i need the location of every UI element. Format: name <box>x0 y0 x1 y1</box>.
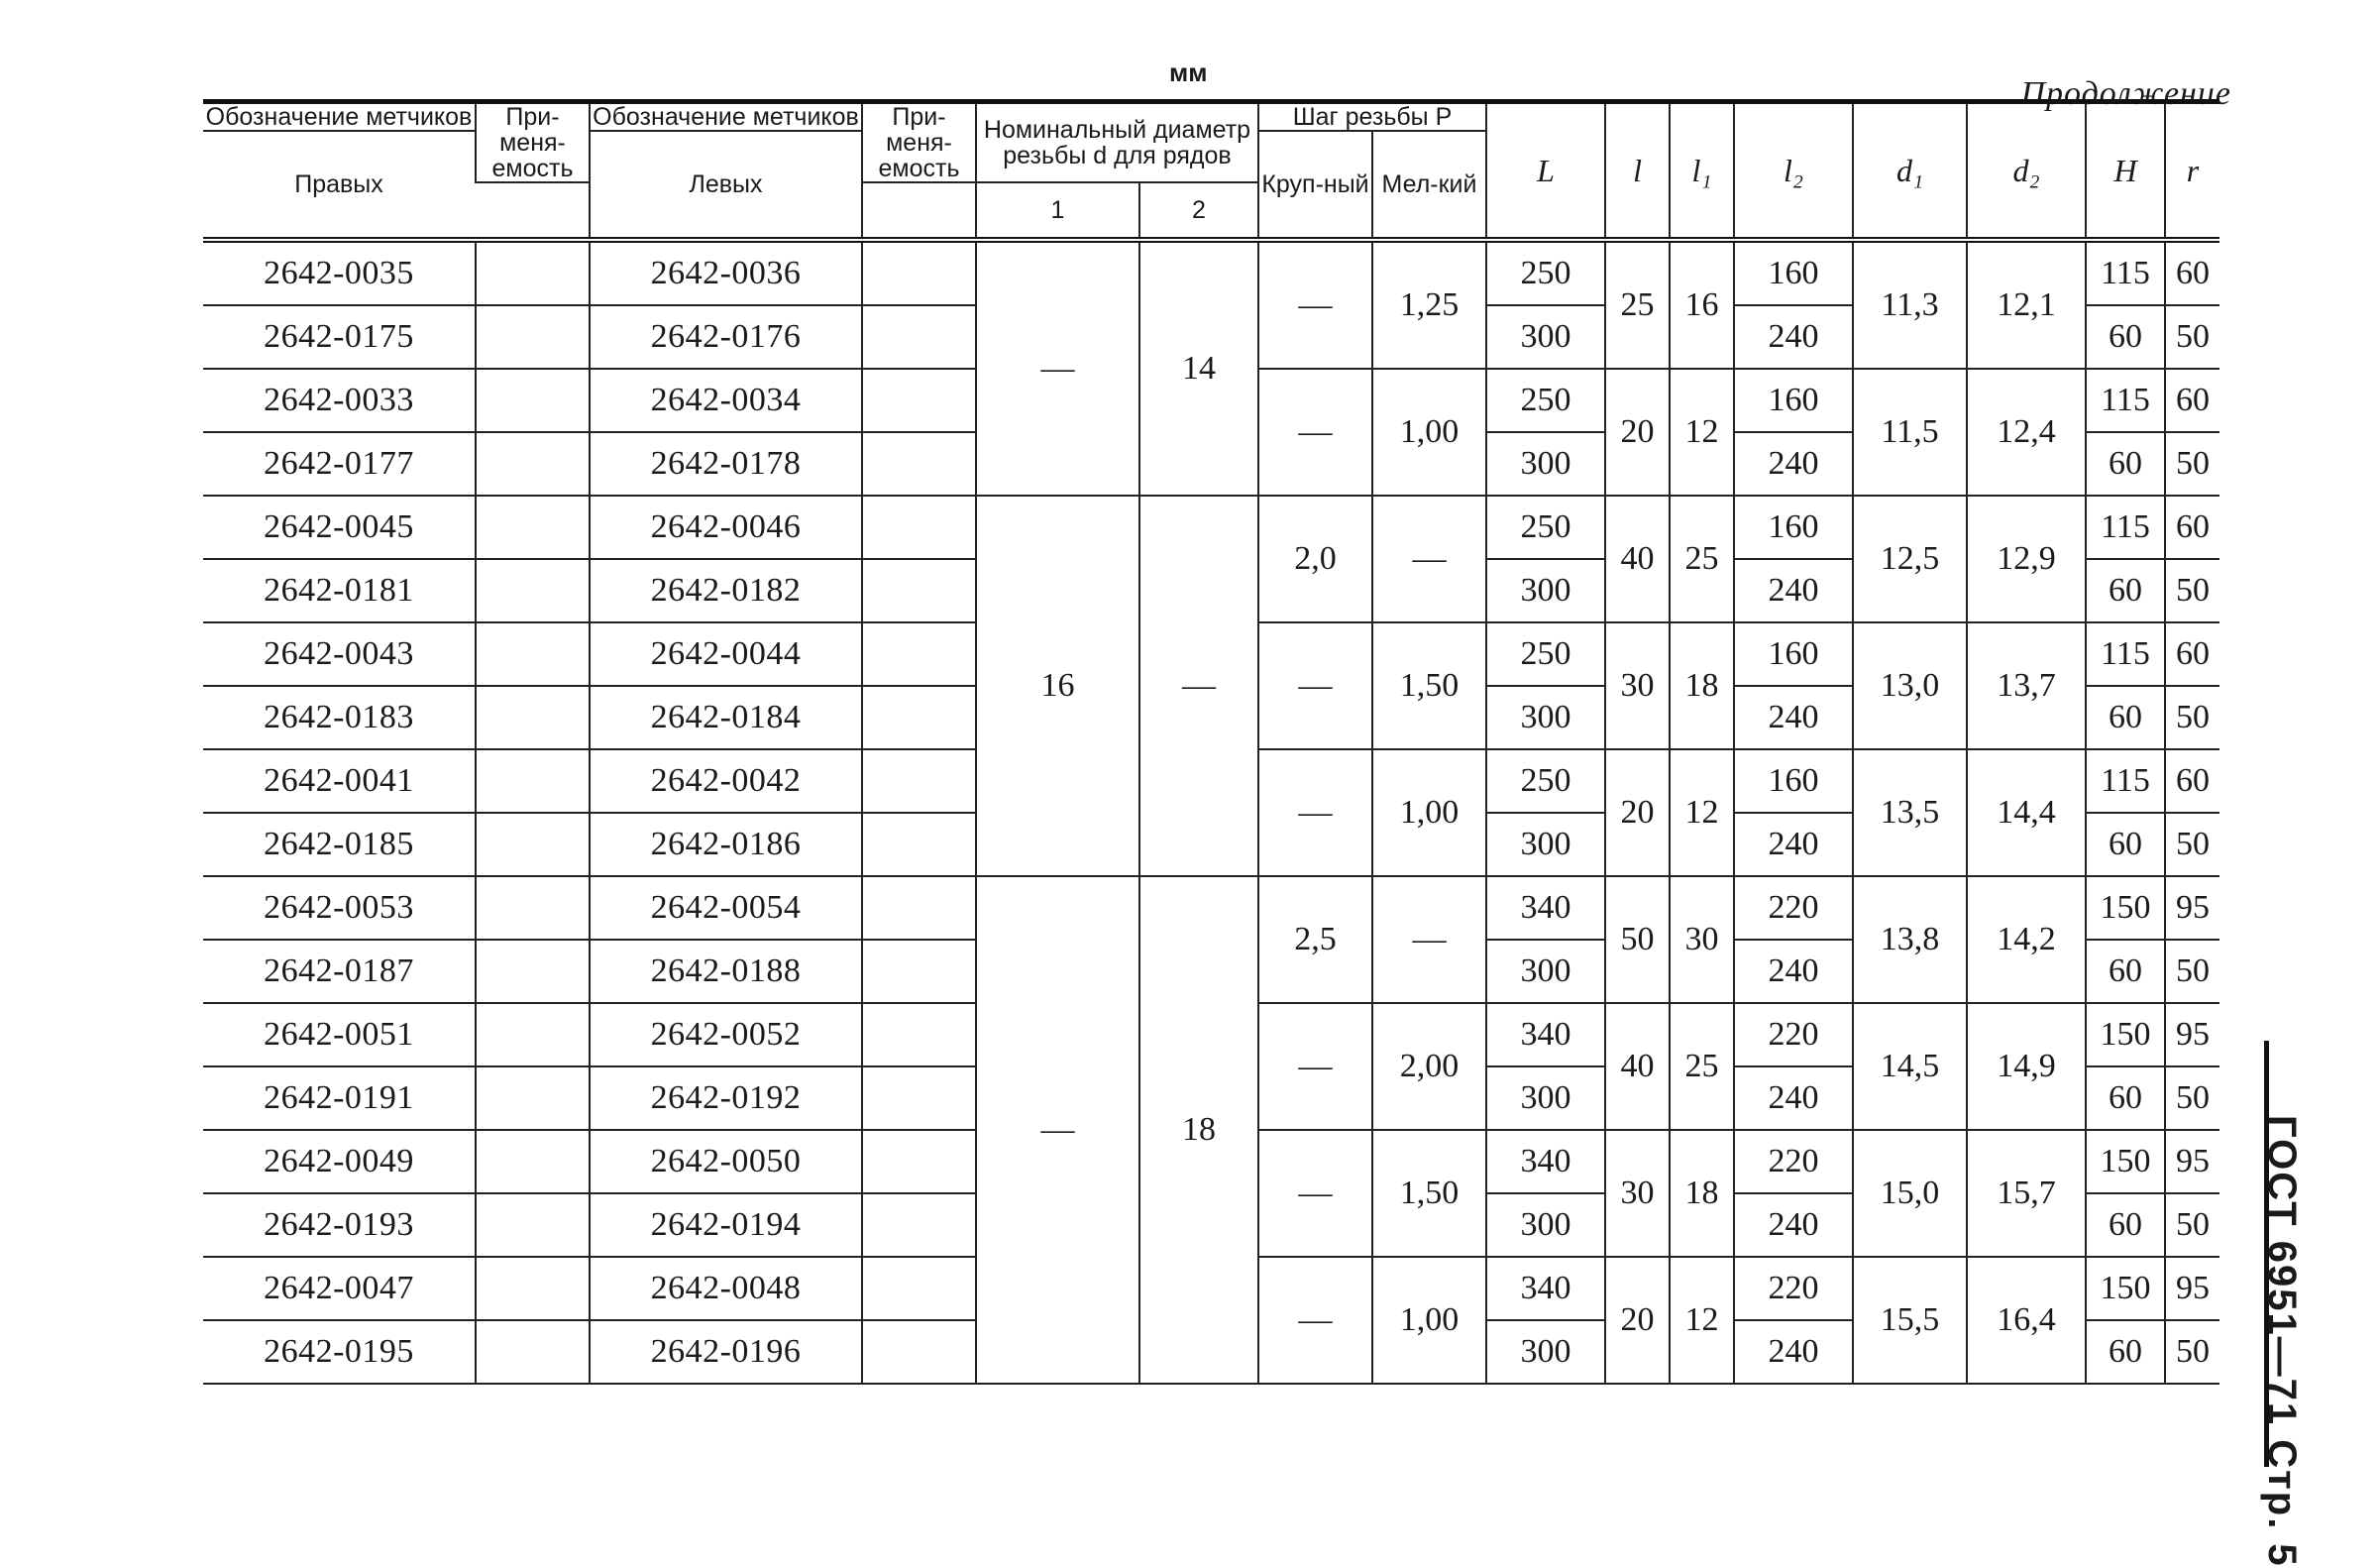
right-designation: 2642-0187 <box>203 940 476 1003</box>
right-designation: 2642-0191 <box>203 1066 476 1130</box>
right-designation: 2642-0053 <box>203 876 476 940</box>
diameter-row-2: 18 <box>1139 876 1258 1384</box>
header-l2: l₂ <box>1734 102 1853 241</box>
header-row-1: 1 <box>976 182 1139 240</box>
right-applicability <box>476 749 590 813</box>
pitch-fine: 1,50 <box>1372 1130 1486 1257</box>
left-applicability <box>862 1193 976 1257</box>
left-applicability <box>862 876 976 940</box>
value-H: 115 <box>2086 496 2165 559</box>
pitch-coarse: 2,0 <box>1258 496 1372 622</box>
left-applicability <box>862 432 976 496</box>
value-d2: 14,9 <box>1967 1003 2086 1130</box>
page-label: ГОСТ 6951—71 Стр. 5 <box>2260 1115 2304 1568</box>
value-H: 60 <box>2086 1193 2165 1257</box>
value-r: 50 <box>2165 559 2219 622</box>
pitch-coarse: — <box>1258 1003 1372 1130</box>
value-L: 300 <box>1486 686 1605 749</box>
value-l1: 25 <box>1670 496 1734 622</box>
pitch-fine: 2,00 <box>1372 1003 1486 1130</box>
right-applicability <box>476 1320 590 1384</box>
value-r: 50 <box>2165 1066 2219 1130</box>
value-r: 50 <box>2165 686 2219 749</box>
pitch-coarse: — <box>1258 1130 1372 1257</box>
value-L: 340 <box>1486 1130 1605 1193</box>
left-designation: 2642-0184 <box>590 686 862 749</box>
value-r: 95 <box>2165 876 2219 940</box>
header-r: r <box>2165 102 2219 241</box>
value-H: 60 <box>2086 305 2165 369</box>
right-designation: 2642-0043 <box>203 622 476 686</box>
left-applicability <box>862 496 976 559</box>
value-H: 150 <box>2086 1130 2165 1193</box>
value-r: 50 <box>2165 305 2219 369</box>
value-d1: 13,5 <box>1853 749 1967 876</box>
value-d2: 15,7 <box>1967 1130 2086 1257</box>
left-designation: 2642-0176 <box>590 305 862 369</box>
value-H: 60 <box>2086 1320 2165 1384</box>
value-d2: 12,1 <box>1967 240 2086 369</box>
value-d1: 13,8 <box>1853 876 1967 1003</box>
value-l: 40 <box>1605 496 1670 622</box>
value-r: 60 <box>2165 369 2219 432</box>
value-d1: 12,5 <box>1853 496 1967 622</box>
pitch-coarse: — <box>1258 1257 1372 1384</box>
value-l2: 220 <box>1734 876 1853 940</box>
pitch-fine: — <box>1372 496 1486 622</box>
pitch-fine: 1,00 <box>1372 369 1486 496</box>
value-d2: 14,2 <box>1967 876 2086 1003</box>
left-designation: 2642-0046 <box>590 496 862 559</box>
value-l2: 160 <box>1734 622 1853 686</box>
value-L: 250 <box>1486 496 1605 559</box>
value-L: 300 <box>1486 1320 1605 1384</box>
left-applicability <box>862 305 976 369</box>
right-applicability <box>476 876 590 940</box>
value-l2: 240 <box>1734 305 1853 369</box>
left-designation: 2642-0186 <box>590 813 862 876</box>
diameter-row-2: — <box>1139 496 1258 876</box>
value-l2: 220 <box>1734 1003 1853 1066</box>
right-applicability <box>476 1130 590 1193</box>
pitch-fine: — <box>1372 876 1486 1003</box>
header-right-applicability-blank <box>476 182 590 240</box>
right-designation: 2642-0175 <box>203 305 476 369</box>
table-body <box>203 240 2219 1384</box>
left-applicability <box>862 1320 976 1384</box>
value-l2: 240 <box>1734 940 1853 1003</box>
diameter-row-1: — <box>976 240 1139 496</box>
pitch-fine: 1,25 <box>1372 240 1486 369</box>
value-l2: 160 <box>1734 749 1853 813</box>
left-applicability <box>862 1257 976 1320</box>
left-applicability <box>862 622 976 686</box>
header-right: Правых <box>203 131 476 240</box>
value-H: 60 <box>2086 686 2165 749</box>
left-designation: 2642-0194 <box>590 1193 862 1257</box>
right-applicability <box>476 1066 590 1130</box>
value-H: 115 <box>2086 749 2165 813</box>
left-applicability <box>862 686 976 749</box>
value-d1: 14,5 <box>1853 1003 1967 1130</box>
value-l2: 220 <box>1734 1130 1853 1193</box>
value-H: 150 <box>2086 1003 2165 1066</box>
value-H: 150 <box>2086 1257 2165 1320</box>
pitch-coarse: — <box>1258 240 1372 369</box>
table-header <box>203 102 2219 241</box>
value-r: 60 <box>2165 240 2219 305</box>
value-L: 250 <box>1486 369 1605 432</box>
value-d1: 15,5 <box>1853 1257 1967 1384</box>
left-applicability <box>862 369 976 432</box>
value-r: 50 <box>2165 432 2219 496</box>
value-l2: 240 <box>1734 1066 1853 1130</box>
value-H: 115 <box>2086 369 2165 432</box>
left-designation: 2642-0052 <box>590 1003 862 1066</box>
value-H: 60 <box>2086 559 2165 622</box>
header-d1: d₁ <box>1853 102 1967 241</box>
right-designation: 2642-0195 <box>203 1320 476 1384</box>
left-designation: 2642-0182 <box>590 559 862 622</box>
table-row <box>203 240 2219 305</box>
pitch-coarse: 2,5 <box>1258 876 1372 1003</box>
header-left-applicability-blank <box>862 182 976 240</box>
header-coarse: Круп-ный <box>1258 131 1372 240</box>
value-r: 50 <box>2165 1320 2219 1384</box>
left-designation: 2642-0196 <box>590 1320 862 1384</box>
value-L: 250 <box>1486 240 1605 305</box>
value-L: 300 <box>1486 1193 1605 1257</box>
header-right-applicability: При-меня-емость <box>476 102 590 183</box>
value-l: 30 <box>1605 1130 1670 1257</box>
value-d1: 13,0 <box>1853 622 1967 749</box>
header-L: L <box>1486 102 1605 241</box>
value-L: 300 <box>1486 559 1605 622</box>
pitch-fine: 1,00 <box>1372 749 1486 876</box>
value-r: 50 <box>2165 940 2219 1003</box>
value-r: 95 <box>2165 1130 2219 1193</box>
header-pitch: Шаг резьбы P <box>1258 102 1486 132</box>
value-l: 20 <box>1605 1257 1670 1384</box>
value-l1: 18 <box>1670 1130 1734 1257</box>
left-designation: 2642-0188 <box>590 940 862 1003</box>
value-r: 50 <box>2165 1193 2219 1257</box>
value-l: 20 <box>1605 749 1670 876</box>
right-designation: 2642-0183 <box>203 686 476 749</box>
right-applicability <box>476 369 590 432</box>
left-designation: 2642-0044 <box>590 622 862 686</box>
value-l1: 25 <box>1670 1003 1734 1130</box>
value-H: 150 <box>2086 876 2165 940</box>
right-applicability <box>476 1003 590 1066</box>
left-applicability <box>862 1066 976 1130</box>
left-designation: 2642-0192 <box>590 1066 862 1130</box>
value-r: 95 <box>2165 1003 2219 1066</box>
right-applicability <box>476 813 590 876</box>
value-H: 60 <box>2086 813 2165 876</box>
right-designation: 2642-0177 <box>203 432 476 496</box>
right-designation: 2642-0193 <box>203 1193 476 1257</box>
left-designation: 2642-0034 <box>590 369 862 432</box>
pitch-coarse: — <box>1258 622 1372 749</box>
left-applicability <box>862 813 976 876</box>
right-designation: 2642-0045 <box>203 496 476 559</box>
header-d2: d₂ <box>1967 102 2086 241</box>
taps-table <box>203 99 2219 1385</box>
header-row-2: 2 <box>1139 182 1258 240</box>
value-l1: 12 <box>1670 369 1734 496</box>
value-d1: 15,0 <box>1853 1130 1967 1257</box>
value-l1: 30 <box>1670 876 1734 1003</box>
header-right-designation: Обозначение метчиков <box>203 102 476 132</box>
diameter-row-1: 16 <box>976 496 1139 876</box>
left-designation: 2642-0178 <box>590 432 862 496</box>
value-l2: 160 <box>1734 369 1853 432</box>
right-applicability <box>476 559 590 622</box>
pitch-coarse: — <box>1258 369 1372 496</box>
right-designation: 2642-0181 <box>203 559 476 622</box>
continuation-label: Продолжение <box>2020 75 2231 112</box>
right-designation: 2642-0049 <box>203 1130 476 1193</box>
header-left: Левых <box>590 131 862 240</box>
left-designation: 2642-0048 <box>590 1257 862 1320</box>
value-l2: 240 <box>1734 559 1853 622</box>
value-L: 250 <box>1486 749 1605 813</box>
value-l2: 240 <box>1734 1320 1853 1384</box>
table-row <box>203 496 2219 559</box>
value-d2: 12,9 <box>1967 496 2086 622</box>
right-applicability <box>476 305 590 369</box>
left-applicability <box>862 940 976 1003</box>
value-l: 30 <box>1605 622 1670 749</box>
value-r: 60 <box>2165 622 2219 686</box>
value-L: 300 <box>1486 432 1605 496</box>
value-l: 20 <box>1605 369 1670 496</box>
table-row <box>203 876 2219 940</box>
value-d1: 11,5 <box>1853 369 1967 496</box>
header-H: H <box>2086 102 2165 241</box>
value-d2: 13,7 <box>1967 622 2086 749</box>
value-l: 40 <box>1605 1003 1670 1130</box>
value-H: 60 <box>2086 1066 2165 1130</box>
right-applicability <box>476 940 590 1003</box>
right-designation: 2642-0041 <box>203 749 476 813</box>
diameter-row-1: — <box>976 876 1139 1384</box>
right-designation: 2642-0035 <box>203 240 476 305</box>
value-l2: 240 <box>1734 432 1853 496</box>
header-fine: Мел-кий <box>1372 131 1486 240</box>
left-designation: 2642-0036 <box>590 240 862 305</box>
right-applicability <box>476 1257 590 1320</box>
right-designation: 2642-0033 <box>203 369 476 432</box>
value-d2: 12,4 <box>1967 369 2086 496</box>
value-l: 50 <box>1605 876 1670 1003</box>
diameter-row-2: 14 <box>1139 240 1258 496</box>
value-l2: 220 <box>1734 1257 1853 1320</box>
value-l2: 160 <box>1734 240 1853 305</box>
value-L: 300 <box>1486 813 1605 876</box>
header-nominal-diameter: Номинальный диаметр резьбы d для рядов <box>976 102 1258 183</box>
left-designation: 2642-0042 <box>590 749 862 813</box>
header-left-designation: Обозначение метчиков <box>590 102 862 132</box>
right-applicability <box>476 622 590 686</box>
value-L: 300 <box>1486 1066 1605 1130</box>
right-designation: 2642-0185 <box>203 813 476 876</box>
value-d2: 16,4 <box>1967 1257 2086 1384</box>
value-l2: 240 <box>1734 1193 1853 1257</box>
value-r: 50 <box>2165 813 2219 876</box>
left-applicability <box>862 559 976 622</box>
header-left-applicability: При-меня-емость <box>862 102 976 183</box>
value-l2: 240 <box>1734 686 1853 749</box>
header-l1: l₁ <box>1670 102 1734 241</box>
value-l1: 12 <box>1670 1257 1734 1384</box>
right-designation: 2642-0051 <box>203 1003 476 1066</box>
value-H: 60 <box>2086 432 2165 496</box>
pitch-fine: 1,00 <box>1372 1257 1486 1384</box>
header-l: l <box>1605 102 1670 241</box>
value-l2: 240 <box>1734 813 1853 876</box>
left-designation: 2642-0050 <box>590 1130 862 1193</box>
value-r: 60 <box>2165 749 2219 813</box>
pitch-fine: 1,50 <box>1372 622 1486 749</box>
value-d1: 11,3 <box>1853 240 1967 369</box>
left-applicability <box>862 240 976 305</box>
left-designation: 2642-0054 <box>590 876 862 940</box>
value-l2: 160 <box>1734 496 1853 559</box>
right-applicability <box>476 686 590 749</box>
left-applicability <box>862 1003 976 1066</box>
value-l1: 16 <box>1670 240 1734 369</box>
unit-label: мм <box>1169 57 1208 87</box>
value-l1: 12 <box>1670 749 1734 876</box>
left-applicability <box>862 1130 976 1193</box>
value-L: 300 <box>1486 305 1605 369</box>
right-applicability <box>476 496 590 559</box>
value-d2: 14,4 <box>1967 749 2086 876</box>
right-applicability <box>476 240 590 305</box>
left-applicability <box>862 749 976 813</box>
value-H: 115 <box>2086 240 2165 305</box>
value-H: 60 <box>2086 940 2165 1003</box>
value-l1: 18 <box>1670 622 1734 749</box>
value-H: 115 <box>2086 622 2165 686</box>
value-L: 250 <box>1486 622 1605 686</box>
value-r: 95 <box>2165 1257 2219 1320</box>
value-L: 340 <box>1486 1257 1605 1320</box>
right-designation: 2642-0047 <box>203 1257 476 1320</box>
value-r: 60 <box>2165 496 2219 559</box>
right-applicability <box>476 432 590 496</box>
pitch-coarse: — <box>1258 749 1372 876</box>
value-L: 300 <box>1486 940 1605 1003</box>
value-L: 340 <box>1486 1003 1605 1066</box>
value-L: 340 <box>1486 876 1605 940</box>
right-applicability <box>476 1193 590 1257</box>
value-l: 25 <box>1605 240 1670 369</box>
